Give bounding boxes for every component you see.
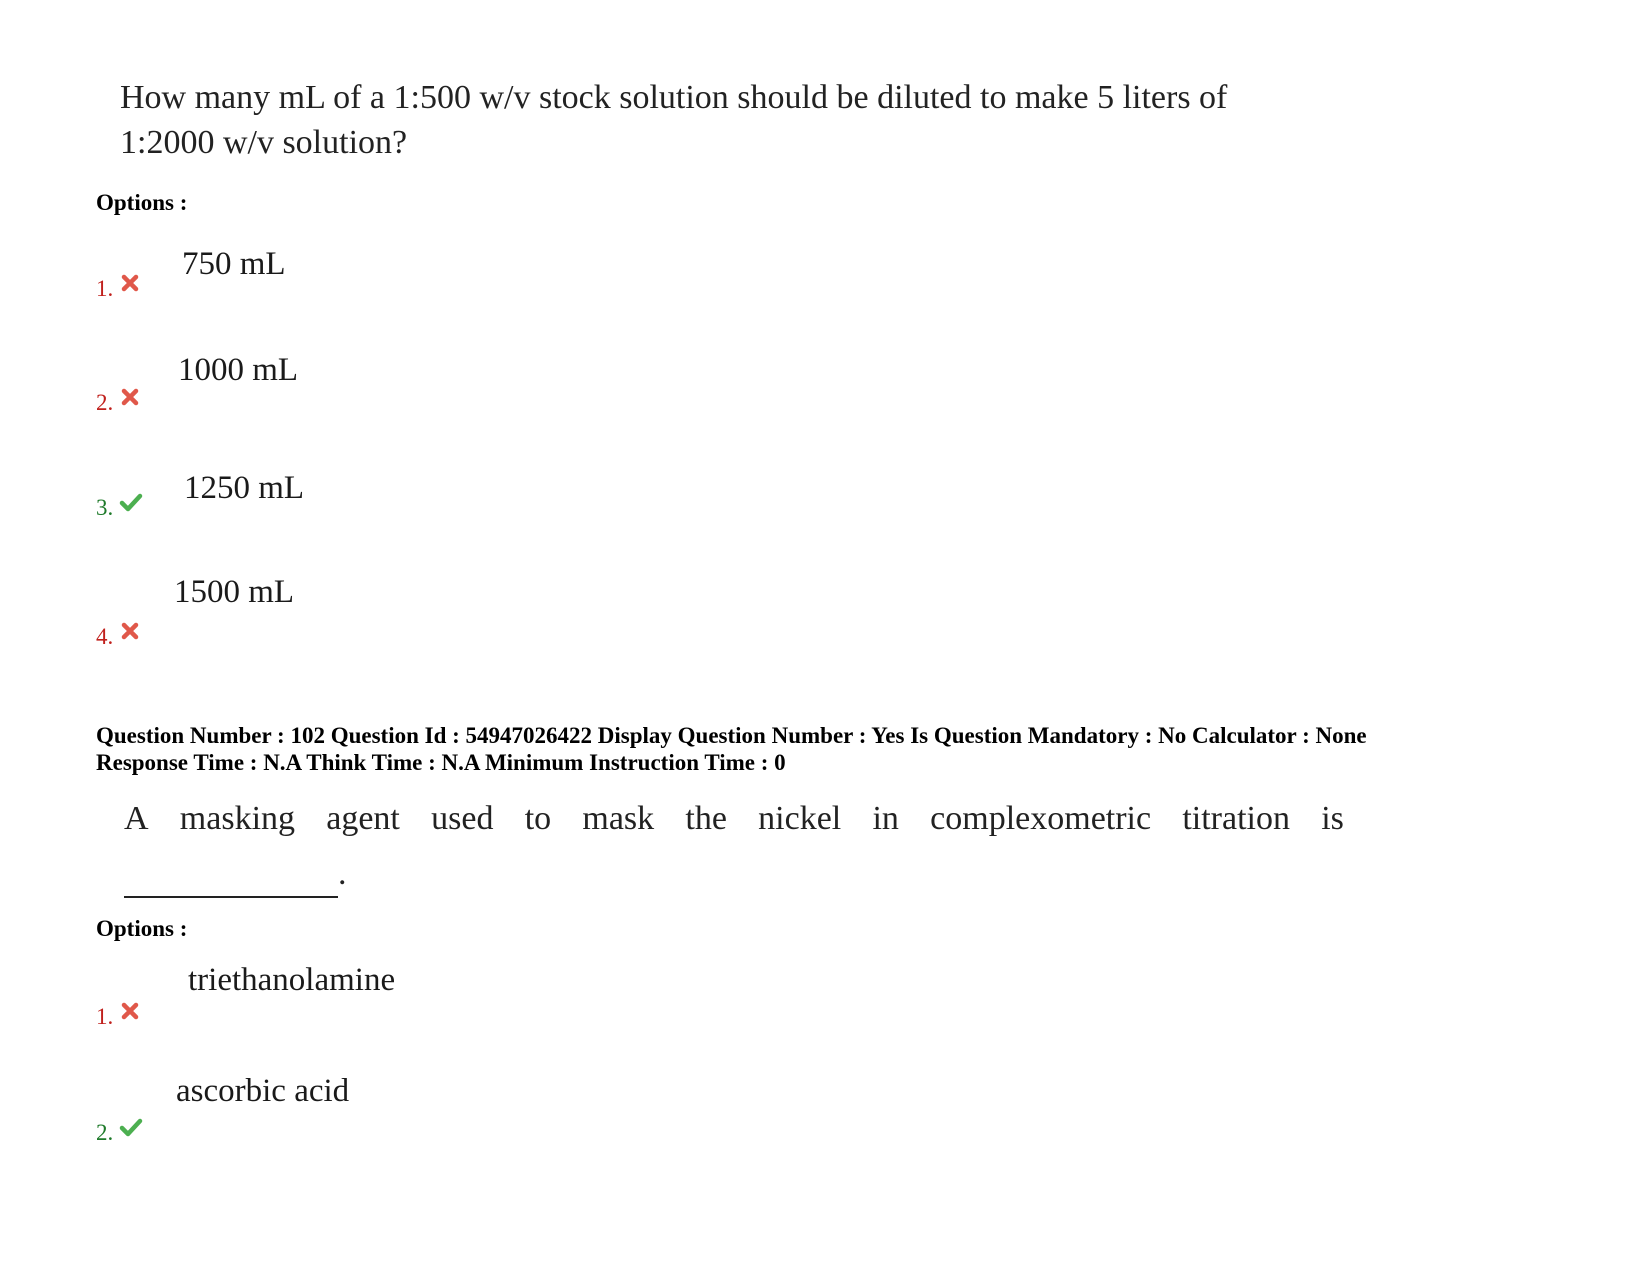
option-number bbox=[96, 276, 143, 302]
check-icon bbox=[119, 491, 143, 513]
cross-icon bbox=[119, 1000, 143, 1022]
option-number-label: 2. bbox=[96, 390, 114, 415]
question-text-line2: 1:2000 w/v solution? bbox=[120, 124, 408, 161]
cross-icon bbox=[119, 620, 143, 642]
question-meta-line2: Response Time : N.A Think Time : N.A Minimum Instruction Time : 0 bbox=[96, 750, 786, 775]
question-word: masking bbox=[179, 800, 296, 837]
option-text: 1500 mL bbox=[174, 574, 295, 610]
cross-icon bbox=[119, 272, 143, 294]
question-word: complexometric bbox=[930, 800, 1152, 837]
check-icon bbox=[119, 1116, 143, 1138]
question-text-line1 bbox=[124, 800, 1344, 838]
question-word: in bbox=[872, 800, 899, 837]
option-text: 750 mL bbox=[182, 246, 286, 282]
option-text: ascorbic acid bbox=[176, 1073, 350, 1109]
option-number bbox=[96, 1004, 143, 1030]
option-number-label: 1. bbox=[96, 276, 114, 301]
question-word: the bbox=[685, 800, 727, 837]
question-word: to bbox=[524, 800, 552, 837]
options-label: Options : bbox=[96, 916, 188, 941]
question-word: mask bbox=[582, 800, 655, 837]
question-word: A bbox=[124, 800, 149, 837]
option-number-label: 1. bbox=[96, 1004, 114, 1029]
question-word: is bbox=[1321, 800, 1344, 837]
option-text: triethanolamine bbox=[188, 962, 396, 998]
question-word: used bbox=[431, 800, 494, 837]
question-word: nickel bbox=[758, 800, 842, 837]
option-number-label: 2. bbox=[96, 1120, 114, 1145]
fill-in-blank bbox=[124, 868, 338, 898]
option-number bbox=[96, 1120, 143, 1146]
option-number bbox=[96, 624, 143, 650]
option-text: 1000 mL bbox=[178, 352, 299, 388]
cross-icon bbox=[119, 386, 143, 408]
question-word: titration bbox=[1182, 800, 1290, 837]
option-number bbox=[96, 495, 143, 521]
option-number bbox=[96, 390, 143, 416]
options-label: Options : bbox=[96, 190, 188, 215]
question-word: agent bbox=[326, 800, 400, 837]
question-meta-line1: Question Number : 102 Question Id : 54947026422 Display Question Number : Yes Is Question Mandatory : No Calculator : None bbox=[96, 723, 1367, 748]
option-text: 1250 mL bbox=[184, 470, 305, 506]
option-number-label: 4. bbox=[96, 624, 114, 649]
question-text-line2 bbox=[124, 850, 347, 898]
question-text-end: . bbox=[338, 855, 347, 892]
option-number-label: 3. bbox=[96, 495, 114, 520]
question-text-line1: How many mL of a 1:500 w/v stock solution should be diluted to make 5 liters of bbox=[120, 79, 1228, 116]
